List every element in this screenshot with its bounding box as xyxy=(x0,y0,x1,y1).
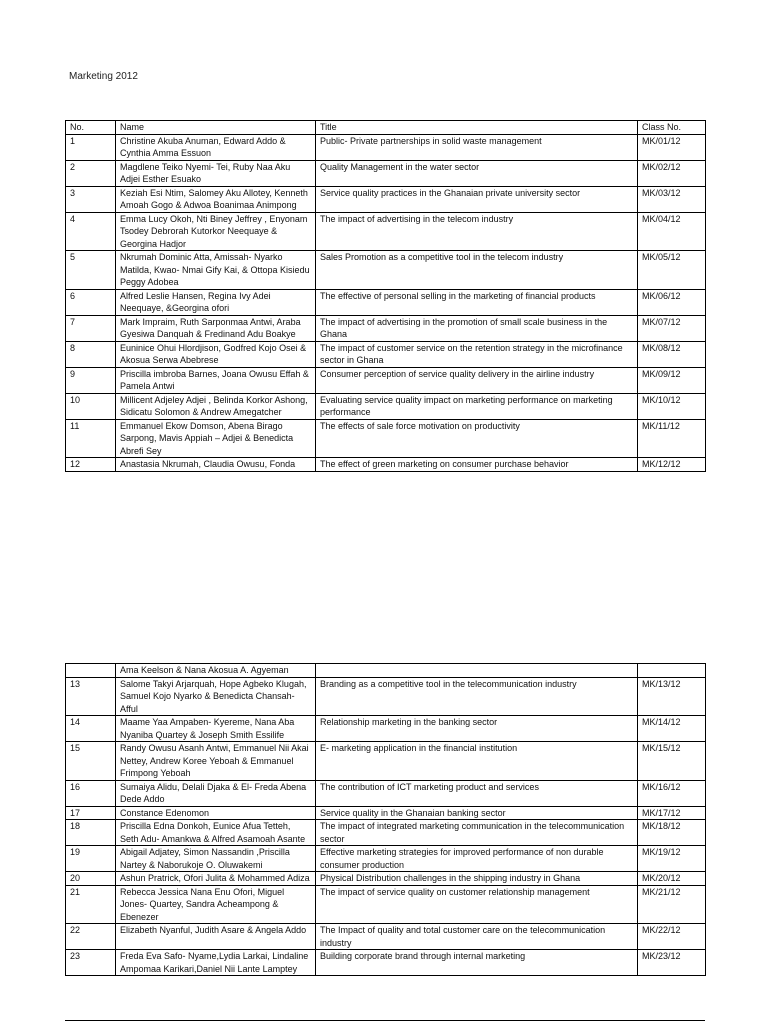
cell-no: 19 xyxy=(66,846,116,872)
cell-class-no: MK/04/12 xyxy=(638,212,706,251)
cell-title: The Impact of quality and total customer care on the telecommunication industry xyxy=(316,924,638,950)
table-row xyxy=(66,820,706,846)
cell-title xyxy=(316,664,638,678)
cell-name: Priscilla Edna Donkoh, Eunice Afua Tetteh, Seth Adu- Amankwa & Alfred Asamoah Asante xyxy=(116,820,316,846)
table-header-row xyxy=(66,121,706,135)
table-row xyxy=(66,950,706,976)
cell-name: Magdlene Teiko Nyemi- Tei, Ruby Naa Aku Adjei Esther Esuako xyxy=(116,160,316,186)
cell-title: Physical Distribution challenges in the shipping industry in Ghana xyxy=(316,872,638,886)
cell-title: Evaluating service quality impact on marketing performance on marketing performance xyxy=(316,393,638,419)
cell-no xyxy=(66,664,116,678)
table-row xyxy=(66,846,706,872)
table-row xyxy=(66,872,706,886)
table-row xyxy=(66,251,706,290)
cell-no: 5 xyxy=(66,251,116,290)
projects-table-page-2 xyxy=(65,663,706,976)
header-title: Title xyxy=(316,121,638,135)
table-row xyxy=(66,289,706,315)
cell-name: Abigail Adjatey, Simon Nassandin ,Priscilla Nartey & Naborukoje O. Oluwakemi xyxy=(116,846,316,872)
cell-name: Rebecca Jessica Nana Enu Ofori, Miguel Jones- Quartey, Sandra Acheampong & Ebenezer xyxy=(116,885,316,924)
table-row xyxy=(66,315,706,341)
cell-class-no: MK/18/12 xyxy=(638,820,706,846)
cell-class-no: MK/15/12 xyxy=(638,742,706,781)
cell-no: 22 xyxy=(66,924,116,950)
cell-class-no: MK/10/12 xyxy=(638,393,706,419)
table-continuation-edge xyxy=(65,1020,705,1021)
projects-table-page-1 xyxy=(65,120,706,472)
cell-class-no xyxy=(638,664,706,678)
cell-no: 17 xyxy=(66,806,116,820)
cell-no: 13 xyxy=(66,677,116,716)
cell-no: 23 xyxy=(66,950,116,976)
cell-name: Freda Eva Safo- Nyame,Lydia Larkai, Lindaline Ampomaa Karikari,Daniel Nii Lante Lamptey xyxy=(116,950,316,976)
cell-name: Keziah Esi Ntim, Salomey Aku Allotey, Kenneth Amoah Gogo & Adwoa Boanimaa Animpong xyxy=(116,186,316,212)
header-no: No. xyxy=(66,121,116,135)
cell-no: 21 xyxy=(66,885,116,924)
cell-name: Sumaiya Alidu, Delali Djaka & El- Freda Abena Dede Addo xyxy=(116,780,316,806)
table-row xyxy=(66,212,706,251)
cell-title: Building corporate brand through internal marketing xyxy=(316,950,638,976)
cell-class-no: MK/02/12 xyxy=(638,160,706,186)
cell-name: Mark Impraim, Ruth Sarponmaa Antwi, Araba Gyesiwa Danquah & Fredinand Adu Boakye xyxy=(116,315,316,341)
cell-title: The effect of green marketing on consumer purchase behavior xyxy=(316,458,638,472)
cell-no: 11 xyxy=(66,419,116,458)
cell-class-no: MK/17/12 xyxy=(638,806,706,820)
cell-no: 9 xyxy=(66,367,116,393)
cell-class-no: MK/01/12 xyxy=(638,134,706,160)
cell-name: Nkrumah Dominic Atta, Amissah- Nyarko Matilda, Kwao- Nmai Gify Kai, & Ottopa Kisiedu Peggy Adobea xyxy=(116,251,316,290)
cell-name: Randy Owusu Asanh Antwi, Emmanuel Nii Akai Nettey, Andrew Koree Yeboah & Emmanuel Frimpong Yeboah xyxy=(116,742,316,781)
cell-class-no: MK/07/12 xyxy=(638,315,706,341)
cell-class-no: MK/11/12 xyxy=(638,419,706,458)
cell-class-no: MK/06/12 xyxy=(638,289,706,315)
table-row xyxy=(66,393,706,419)
cell-class-no: MK/14/12 xyxy=(638,716,706,742)
cell-name: Salome Takyi Arjarquah, Hope Agbeko Klugah, Samuel Kojo Nyarko & Benedicta Chansah- Afful xyxy=(116,677,316,716)
table-row xyxy=(66,160,706,186)
cell-class-no: MK/21/12 xyxy=(638,885,706,924)
cell-name: Maame Yaa Ampaben- Kyereme, Nana Aba Nyaniba Quartey & Joseph Smith Essilife xyxy=(116,716,316,742)
cell-class-no: MK/13/12 xyxy=(638,677,706,716)
cell-no: 8 xyxy=(66,341,116,367)
table-row xyxy=(66,186,706,212)
cell-name: Ama Keelson & Nana Akosua A. Agyeman xyxy=(116,664,316,678)
table-row xyxy=(66,742,706,781)
cell-no: 2 xyxy=(66,160,116,186)
table-row xyxy=(66,716,706,742)
cell-class-no: MK/09/12 xyxy=(638,367,706,393)
cell-name: Constance Edenomon xyxy=(116,806,316,820)
cell-name: Emma Lucy Okoh, Nti Biney Jeffrey , Enyonam Tsodey Debrorah Kutorkor Neequaye & Georgina Hadjor xyxy=(116,212,316,251)
cell-title: The impact of customer service on the retention strategy in the microfinance sector in Ghana xyxy=(316,341,638,367)
cell-name: Priscilla imbroba Barnes, Joana Owusu Effah & Pamela Antwi xyxy=(116,367,316,393)
cell-class-no: MK/19/12 xyxy=(638,846,706,872)
cell-title: E- marketing application in the financial institution xyxy=(316,742,638,781)
cell-class-no: MK/08/12 xyxy=(638,341,706,367)
table-row xyxy=(66,664,706,678)
cell-no: 1 xyxy=(66,134,116,160)
cell-title: The impact of integrated marketing communication in the telecommunication sector xyxy=(316,820,638,846)
cell-title: Service quality practices in the Ghanaian private university sector xyxy=(316,186,638,212)
cell-title: Consumer perception of service quality delivery in the airline industry xyxy=(316,367,638,393)
table-row xyxy=(66,780,706,806)
table-row xyxy=(66,341,706,367)
cell-no: 16 xyxy=(66,780,116,806)
cell-class-no: MK/12/12 xyxy=(638,458,706,472)
cell-no: 3 xyxy=(66,186,116,212)
cell-name: Ashun Pratrick, Ofori Julita & Mohammed Adiza xyxy=(116,872,316,886)
cell-no: 12 xyxy=(66,458,116,472)
cell-title: Service quality in the Ghanaian banking sector xyxy=(316,806,638,820)
cell-name: Elizabeth Nyanful, Judith Asare & Angela Addo xyxy=(116,924,316,950)
cell-title: Effective marketing strategies for improved performance of non durable consumer production xyxy=(316,846,638,872)
cell-no: 15 xyxy=(66,742,116,781)
cell-name: Alfred Leslie Hansen, Regina Ivy Adei Neequaye, &Georgina ofori xyxy=(116,289,316,315)
cell-title: Quality Management in the water sector xyxy=(316,160,638,186)
cell-class-no: MK/23/12 xyxy=(638,950,706,976)
table-row xyxy=(66,458,706,472)
cell-title: The effects of sale force motivation on productivity xyxy=(316,419,638,458)
cell-title: Relationship marketing in the banking sector xyxy=(316,716,638,742)
cell-no: 4 xyxy=(66,212,116,251)
cell-title: The impact of advertising in the telecom industry xyxy=(316,212,638,251)
cell-title: The impact of advertising in the promotion of small scale business in the Ghana xyxy=(316,315,638,341)
cell-no: 6 xyxy=(66,289,116,315)
table-row xyxy=(66,677,706,716)
header-class-no: Class No. xyxy=(638,121,706,135)
cell-name: Euninice Ohui Hlordjison, Godfred Kojo Osei & Akosua Serwa Abebrese xyxy=(116,341,316,367)
document-title: Marketing 2012 xyxy=(69,71,138,82)
table-row xyxy=(66,924,706,950)
table-row xyxy=(66,367,706,393)
table-row xyxy=(66,419,706,458)
cell-class-no: MK/22/12 xyxy=(638,924,706,950)
cell-class-no: MK/05/12 xyxy=(638,251,706,290)
cell-title: The effective of personal selling in the marketing of financial products xyxy=(316,289,638,315)
cell-name: Anastasia Nkrumah, Claudia Owusu, Fonda xyxy=(116,458,316,472)
table-row xyxy=(66,885,706,924)
cell-no: 18 xyxy=(66,820,116,846)
cell-class-no: MK/03/12 xyxy=(638,186,706,212)
cell-title: Branding as a competitive tool in the telecommunication industry xyxy=(316,677,638,716)
cell-no: 10 xyxy=(66,393,116,419)
cell-title: Public- Private partnerships in solid waste management xyxy=(316,134,638,160)
cell-class-no: MK/20/12 xyxy=(638,872,706,886)
table-row xyxy=(66,134,706,160)
cell-title: The contribution of ICT marketing product and services xyxy=(316,780,638,806)
cell-class-no: MK/16/12 xyxy=(638,780,706,806)
cell-no: 7 xyxy=(66,315,116,341)
cell-name: Emmanuel Ekow Domson, Abena Birago Sarpong, Mavis Appiah – Adjei & Benedicta Abrefi Sey xyxy=(116,419,316,458)
cell-no: 20 xyxy=(66,872,116,886)
cell-title: The impact of service quality on customer relationship management xyxy=(316,885,638,924)
cell-title: Sales Promotion as a competitive tool in the telecom industry xyxy=(316,251,638,290)
header-name: Name xyxy=(116,121,316,135)
table-row xyxy=(66,806,706,820)
cell-no: 14 xyxy=(66,716,116,742)
cell-name: Christine Akuba Anuman, Edward Addo & Cynthia Amma Essuon xyxy=(116,134,316,160)
cell-name: Millicent Adjeley Adjei , Belinda Korkor Ashong, Sidicatu Solomon & Andrew Amegatcher xyxy=(116,393,316,419)
